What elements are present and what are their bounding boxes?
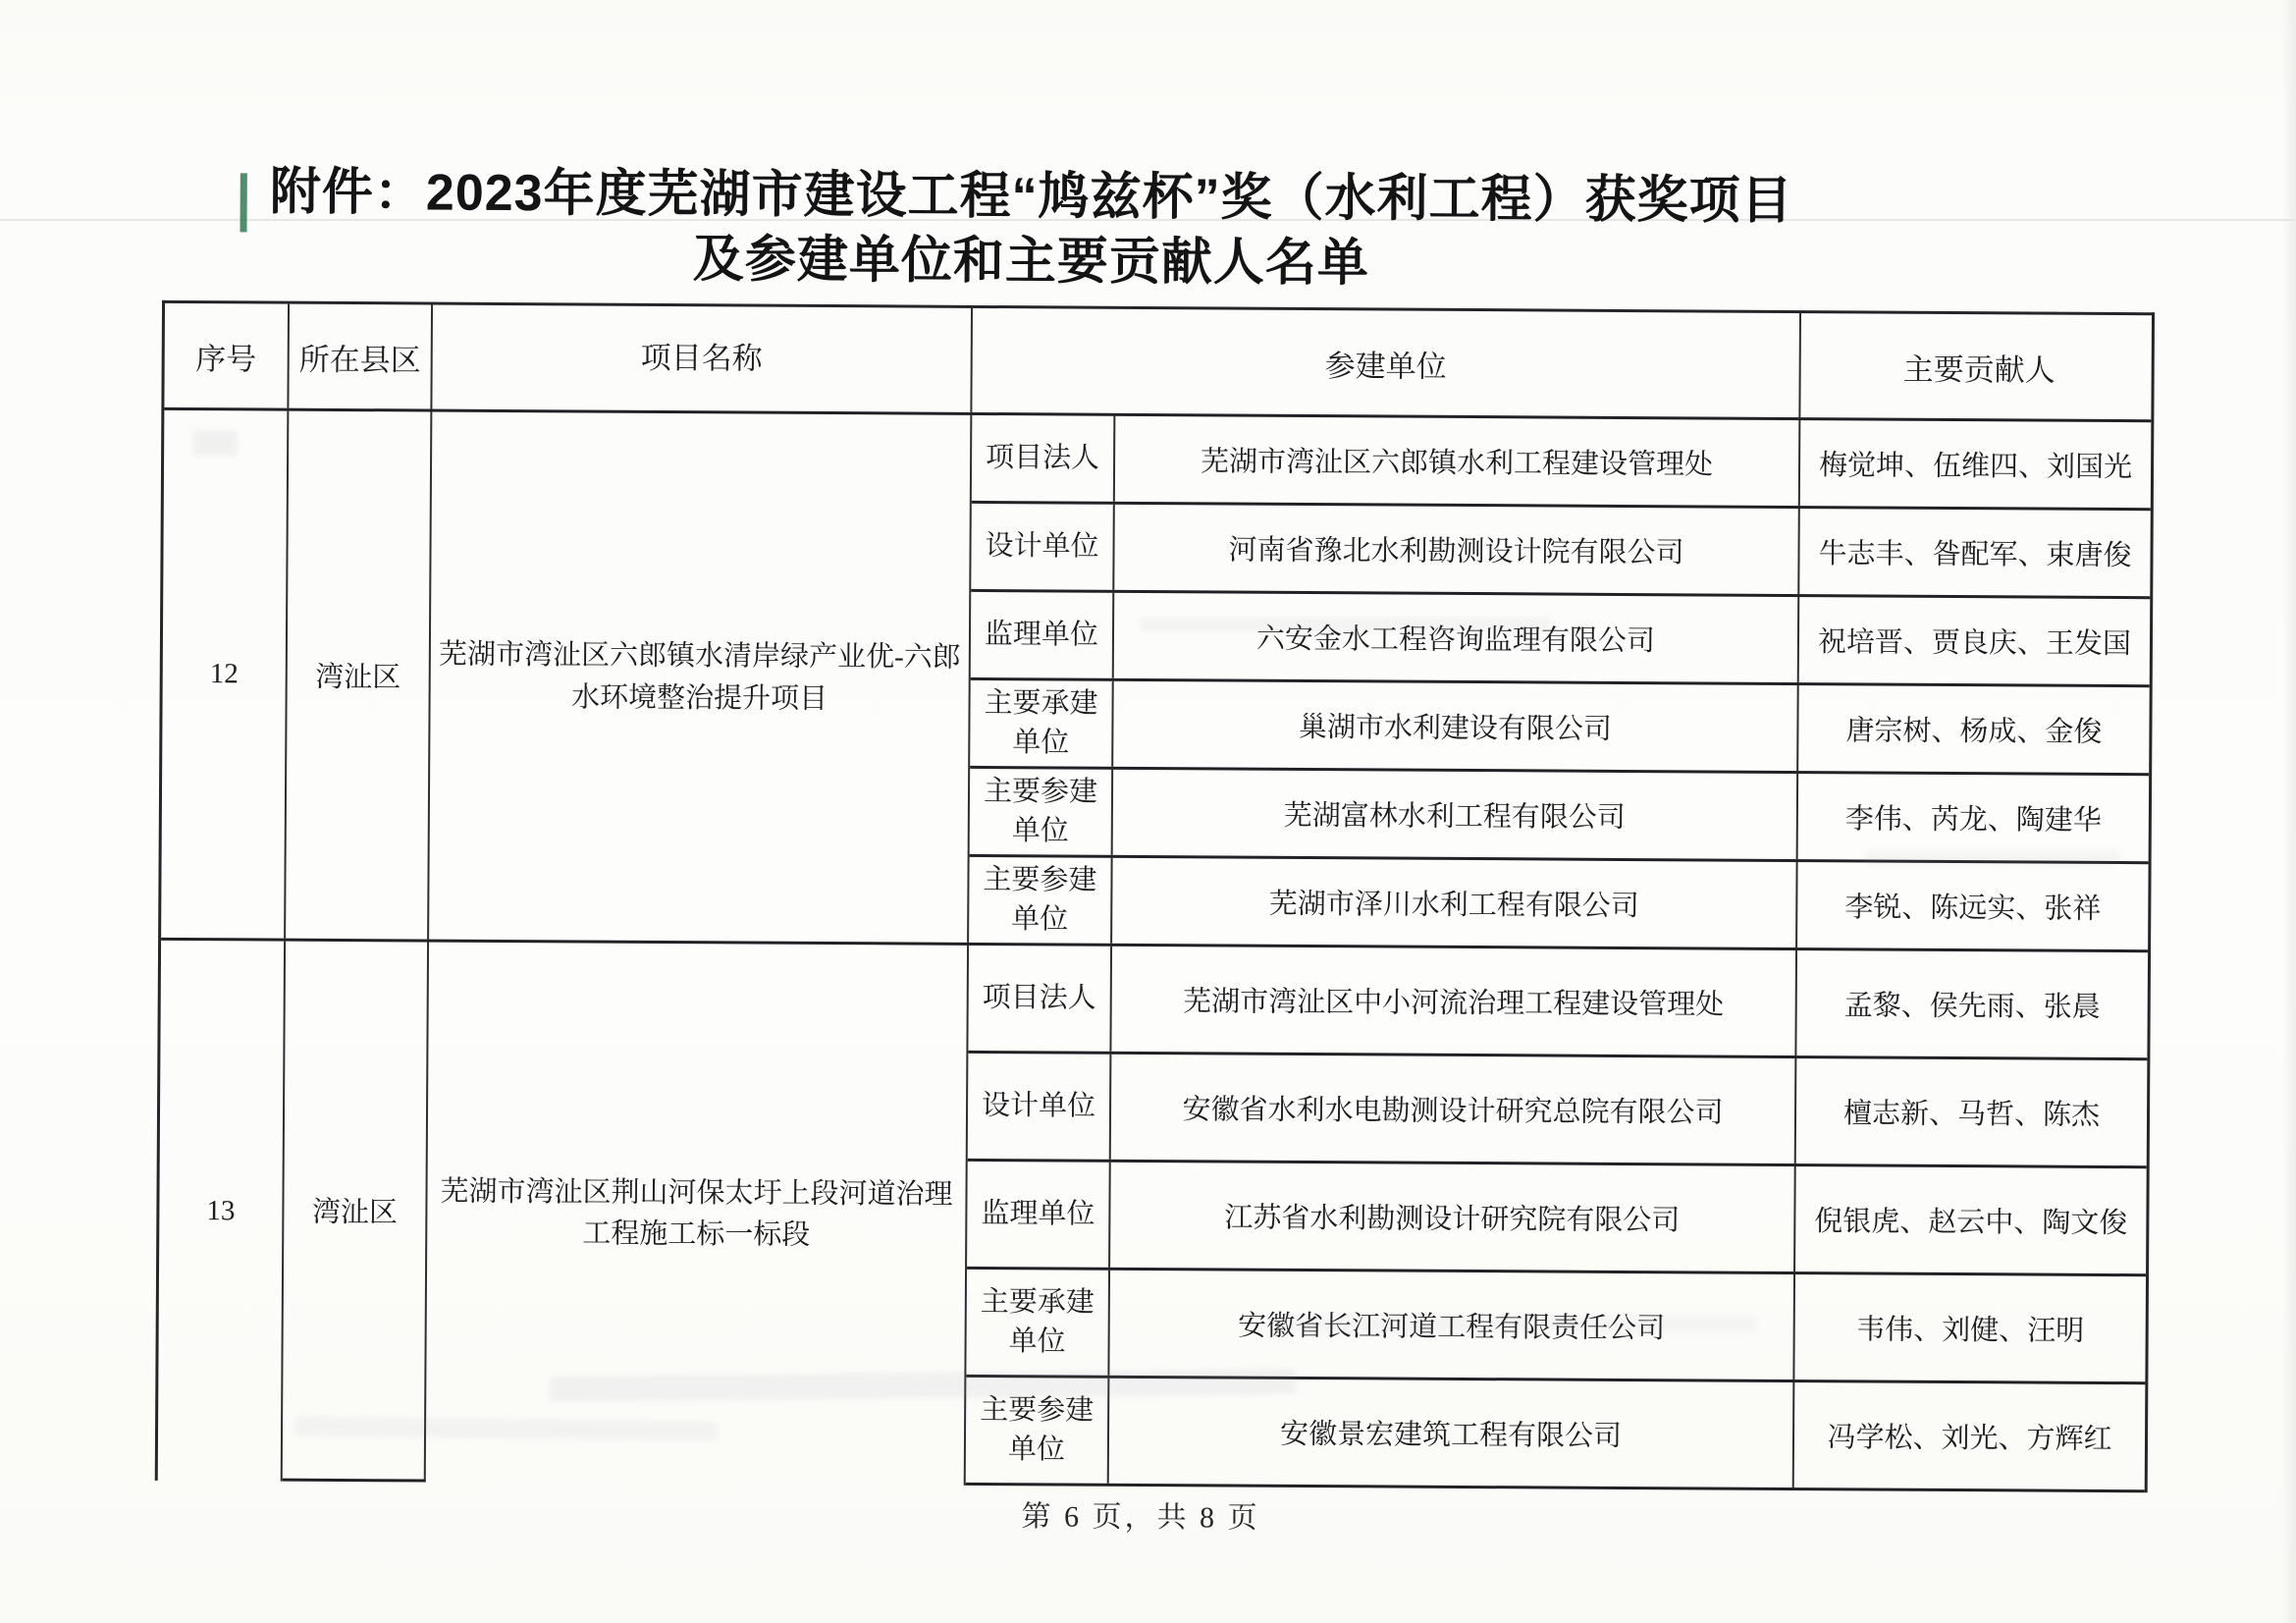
header-units-cell: 参建单位 [972, 308, 1801, 417]
unit-row [966, 1270, 2146, 1384]
unit-contributors-cell: 冯学松、刘光、方辉红 [1827, 1422, 2112, 1456]
unit-row [970, 769, 2150, 864]
unit-role-cell: 主要承建单位 [970, 680, 1114, 767]
unit-contributors-cell: 李伟、芮龙、陶建华 [1844, 803, 2102, 837]
unit-row [968, 946, 2148, 1060]
project-index-cell: 12 [161, 410, 289, 939]
unit-row [968, 1054, 2148, 1168]
unit-role-cell: 主要参建单位 [966, 1378, 1110, 1484]
title-line-2: 及参建单位和主要贡献人名单 [692, 231, 1369, 293]
unit-name-cell: 江苏省水利勘测设计研究院有限公司 [1110, 1163, 1796, 1271]
project-district-cell: 湾沚区 [283, 942, 429, 1483]
unit-role-cell: 主要承建单位 [966, 1270, 1110, 1376]
title-line-1: 附件：2023年度芜湖市建设工程“鸠兹杯”奖（水利工程）获奖项目 [269, 163, 1793, 231]
project-row-12 [161, 410, 2151, 952]
awards-table [155, 300, 2155, 1492]
project-row-13 [158, 941, 2148, 1492]
unit-role-cell: 设计单位 [971, 504, 1115, 590]
unit-row [970, 680, 2150, 776]
unit-name-cell: 芜湖市泽川水利工程有限公司 [1112, 858, 1798, 947]
header-index-cell: 序号 [164, 303, 290, 408]
unit-name-cell: 安徽景宏建筑工程有限公司 [1109, 1379, 1795, 1488]
header-district-cell: 所在县区 [289, 304, 433, 409]
unit-contributors-cell: 梅觉坤、伍维四、刘国光 [1818, 450, 2133, 484]
unit-row [966, 1378, 2146, 1492]
table-header-row [164, 303, 2152, 422]
units-sub-table [969, 415, 2151, 949]
unit-row [972, 415, 2152, 511]
unit-name-cell: 河南省豫北水利勘测设计院有限公司 [1114, 505, 1800, 594]
unit-role-cell: 主要参建单位 [970, 769, 1114, 855]
unit-row [971, 504, 2151, 599]
unit-contributors-cell: 牛志丰、昝配军、束唐俊 [1818, 538, 2132, 572]
unit-role-cell: 主要参建单位 [969, 857, 1113, 944]
unit-name-cell: 巢湖市水利建设有限公司 [1113, 681, 1799, 771]
project-name-cell: 芜湖市湾沚区六郎镇水清岸绿产业优-六郎水环境整治提升项目 [429, 412, 972, 943]
unit-name-cell: 安徽省长江河道工程有限责任公司 [1109, 1271, 1795, 1380]
project-name-cell: 芜湖市湾沚区荆山河保太圩上段河道治理工程施工标一标段 [426, 943, 969, 1486]
unit-row [967, 1162, 2147, 1276]
project-district-cell: 湾沚区 [286, 411, 432, 940]
unit-name-cell: 六安金水工程咨询监理有限公司 [1114, 593, 1800, 682]
unit-contributors-cell: 檀志新、马哲、陈杰 [1842, 1098, 2101, 1131]
page-number-footer: 第 6 页，共 8 页 [1021, 1500, 1260, 1535]
header-project-cell: 项目名称 [432, 305, 973, 412]
unit-contributors-cell: 祝培晋、贾良庆、王发国 [1817, 626, 2132, 661]
unit-contributors-cell: 韦伟、刘健、汪明 [1856, 1314, 2085, 1347]
project-index-cell: 13 [158, 941, 286, 1482]
unit-role-cell: 设计单位 [968, 1054, 1112, 1160]
unit-role-cell: 项目法人 [972, 415, 1116, 502]
unit-row [971, 592, 2151, 687]
header-contributors-cell: 主要贡献人 [1902, 352, 2056, 388]
document-title [108, 159, 1954, 299]
unit-contributors-cell: 倪银虎、赵云中、陶文俊 [1814, 1206, 2128, 1240]
unit-row [969, 857, 2149, 949]
unit-name-cell: 芜湖市湾沚区六郎镇水利工程建设管理处 [1115, 416, 1801, 506]
unit-name-cell: 芜湖市湾沚区中小河流治理工程建设管理处 [1111, 947, 1797, 1055]
units-sub-table [966, 946, 2148, 1492]
unit-contributors-cell: 孟黎、侯先雨、张晨 [1843, 990, 2101, 1023]
unit-name-cell: 芜湖富林水利工程有限公司 [1113, 770, 1799, 859]
unit-role-cell: 监理单位 [967, 1162, 1111, 1268]
unit-name-cell: 安徽省水利水电勘测设计研究总院有限公司 [1111, 1055, 1797, 1163]
unit-role-cell: 项目法人 [968, 946, 1112, 1052]
unit-role-cell: 监理单位 [971, 592, 1115, 678]
unit-contributors-cell: 唐宗树、杨成、金俊 [1845, 715, 2103, 748]
unit-contributors-cell: 李锐、陈远实、张祥 [1844, 892, 2102, 925]
